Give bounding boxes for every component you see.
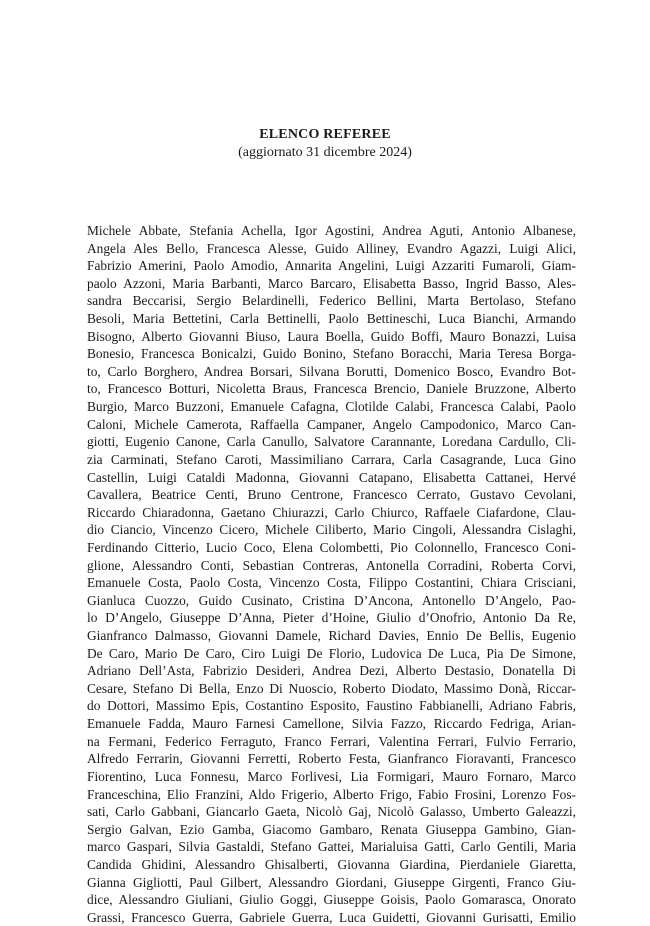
text-line: Riccardo Chiaradonna, Gaetano Chiurazzi, Carlo Chiurco, Raffaele Ciafardone, Clau- <box>87 504 576 520</box>
text-line: marco Gaspari, Silvia Gastaldi, Stefano Gattei, Marialuisa Gatti, Carlo Gentili, Maria <box>87 839 576 855</box>
text-line: Sergio Galvan, Ezio Gamba, Giacomo Gambaro, Renata Giuseppa Gambino, Gian- <box>87 821 576 837</box>
text-line: Michele Abbate, Stefania Achella, Igor Agostini, Andrea Aguti, Antonio Albanese, <box>87 223 576 238</box>
text-line: Grassi, Francesco Guerra, Gabriele Guerra, Luca Guidetti, Giovanni Gurisatti, Emilio <box>87 909 576 925</box>
text-line: Alfredo Ferrarin, Giovanni Ferretti, Roberto Festa, Gianfranco Fioravanti, Francesco <box>87 751 576 767</box>
text-line: dio Ciancio, Vincenzo Cicero, Michele Ciliberto, Mario Cingoli, Alessandra Cislaghi, <box>87 522 576 538</box>
text-line: Gianna Gigliotti, Paul Gilbert, Alessandro Giordani, Giuseppe Girgenti, Franco Giu- <box>87 874 576 890</box>
text-line: to, Carlo Borghero, Andrea Borsari, Silvana Borutti, Domenico Bosco, Evandro Bot- <box>87 363 576 379</box>
text-line: Burgio, Marco Buzzoni, Emanuele Cafagna, Clotilde Calabi, Francesca Calabi, Paolo <box>87 399 576 415</box>
document-subtitle: (aggiornato 31 dicembre 2024) <box>238 145 412 160</box>
text-line: zia Carminati, Stefano Caroti, Massimiliano Carrara, Carla Casagrande, Luca Gino <box>87 451 576 467</box>
text-line: Ferdinando Citterio, Lucio Coco, Elena Colombetti, Pio Colonnello, Francesco Coni- <box>87 539 576 555</box>
text-line: Caloni, Michele Camerota, Raffaella Campaner, Angelo Campodonico, Marco Can- <box>87 416 576 432</box>
text-line: Angela Ales Bello, Francesca Alesse, Guido Alliney, Evandro Agazzi, Luigi Alici, <box>87 240 576 256</box>
text-line: giotti, Eugenio Canone, Carla Canullo, Salvatore Carannante, Loredana Cardullo, Cli- <box>87 434 576 450</box>
text-line: paolo Azzoni, Maria Barbanti, Marco Barcaro, Elisabetta Basso, Ingrid Basso, Ales- <box>87 275 576 291</box>
text-line: Castellin, Luigi Cataldi Madonna, Giovanni Catapano, Elisabetta Cattanei, Hervé <box>87 469 576 485</box>
text-line: Gianfranco Dalmasso, Giovanni Damele, Richard Davies, Ennio De Bellis, Eugenio <box>87 628 576 644</box>
text-line: Cavallera, Beatrice Centi, Bruno Centrone, Francesco Cerrato, Gustavo Cevolani, <box>87 487 576 503</box>
text-line: na Fermani, Federico Ferraguto, Franco Ferrari, Valentina Ferrari, Fulvio Ferrario, <box>87 733 576 749</box>
text-line: Bisogno, Alberto Giovanni Biuso, Laura Boella, Guido Boffi, Mauro Bonazzi, Luisa <box>87 328 576 344</box>
text-line: Fabrizio Amerini, Paolo Amodio, Annarita Angelini, Luigi Azzariti Fumaroli, Giam- <box>87 258 576 274</box>
text-line: Fiorentino, Luca Fonnesu, Marco Forlivesi, Lia Formigari, Mauro Fornaro, Marco <box>87 768 576 784</box>
text-line: sandra Beccarisi, Sergio Belardinelli, Federico Bellini, Marta Bertolaso, Stefano <box>87 293 576 309</box>
heading-block <box>0 126 650 162</box>
referee-list-paragraph <box>87 222 576 925</box>
text-line: Cesare, Stefano Di Bella, Enzo Di Nuoscio, Roberto Diodato, Massimo Donà, Riccar- <box>87 680 576 696</box>
document-title: ELENCO REFEREE <box>259 127 391 142</box>
text-line: Adriano Dell’Asta, Fabrizio Desideri, Andrea Dezi, Alberto Destasio, Donatella Di <box>87 663 576 679</box>
text-line: to, Francesco Botturi, Nicoletta Braus, Francesca Brencio, Daniele Bruzzone, Alberto <box>87 381 576 397</box>
text-line: sati, Carlo Gabbani, Giancarlo Gaeta, Nicolò Gaj, Nicolò Galasso, Umberto Galeazzi, <box>87 804 576 820</box>
text-line: Franceschina, Elio Franzini, Aldo Frigerio, Alberto Frigo, Fabio Frosini, Lorenzo Fos- <box>87 786 576 802</box>
text-line: Emanuele Fadda, Mauro Farnesi Camellone, Silvia Fazzo, Riccardo Fedriga, Arian- <box>87 716 576 732</box>
text-line: Emanuele Costa, Paolo Costa, Vincenzo Costa, Filippo Costantini, Chiara Crisciani, <box>87 575 576 591</box>
text-line: Besoli, Maria Bettetini, Carla Bettinelli, Paolo Bettineschi, Luca Bianchi, Armando <box>87 311 576 327</box>
text-line: De Caro, Mario De Caro, Ciro Luigi De Florio, Ludovica De Luca, Pia De Simone, <box>87 645 576 661</box>
text-line: do Dottori, Massimo Epis, Costantino Esposito, Faustino Fabbianelli, Adriano Fabris, <box>87 698 576 714</box>
text-line: Candida Ghidini, Alessandro Ghisalberti, Giovanna Giardina, Pierdaniele Giaretta, <box>87 856 576 872</box>
text-line: dice, Alessandro Giuliani, Giulio Goggi, Giuseppe Goisis, Paolo Gomarasca, Onorato <box>87 892 576 908</box>
text-line: Bonesio, Francesca Bonicalzi, Guido Bonino, Stefano Boracchi, Maria Teresa Borga- <box>87 346 576 362</box>
text-line: glione, Alessandro Conti, Sebastian Contreras, Antonella Corradini, Roberta Corvi, <box>87 557 576 573</box>
text-line: lo D’Angelo, Giuseppe D’Anna, Pieter d’Hoine, Giulio d’Onofrio, Antonio Da Re, <box>87 610 576 626</box>
text-line: Gianluca Cuozzo, Guido Cusinato, Cristina D’Ancona, Antonello D’Angelo, Pao- <box>87 592 576 608</box>
